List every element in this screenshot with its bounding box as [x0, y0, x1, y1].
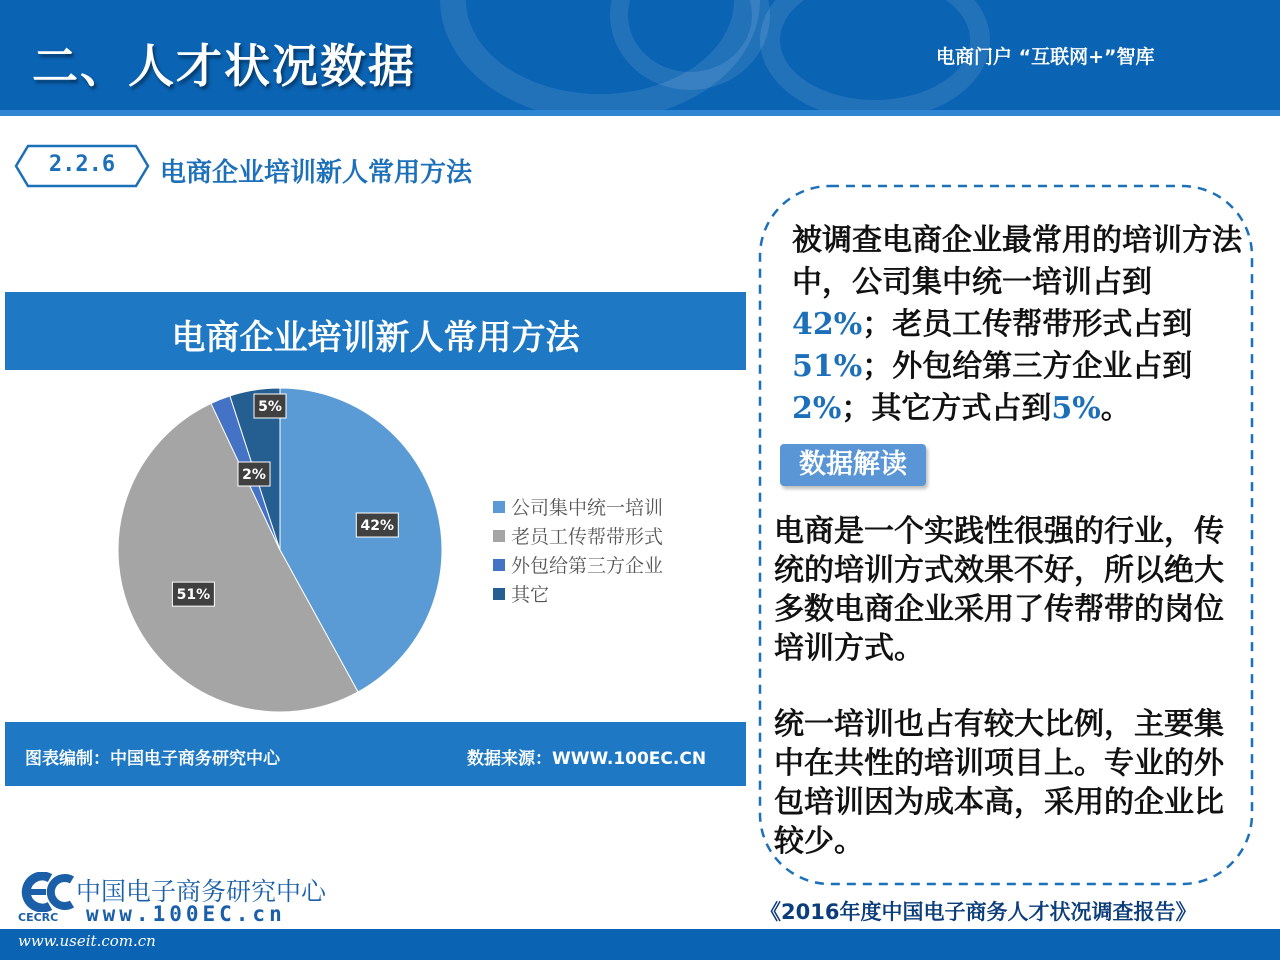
chart-title-banner — [5, 292, 746, 370]
pct-highlight: 51% — [792, 349, 863, 384]
ec-logo-icon — [16, 872, 74, 912]
interpretation-label: 数据解读 — [780, 444, 926, 486]
chart-legend — [493, 492, 663, 608]
section-number-badge — [14, 144, 150, 188]
pct-highlight: 2% — [792, 391, 842, 426]
legend-swatch — [493, 588, 505, 600]
watermark: www.useit.com.cn — [18, 932, 156, 950]
legend-label: 其它 — [511, 584, 550, 606]
data-label-1 — [356, 513, 398, 537]
data-label-4 — [254, 394, 286, 418]
legend-item — [493, 521, 663, 550]
footer-bar — [0, 929, 1280, 960]
legend-label: 外包给第三方企业 — [511, 555, 664, 577]
interpretation-paragraph: 统一培训也占有较大比例，主要集中在共性的培训项目上。专业的外包培训因为成本高，采用的企业比较少。 — [774, 707, 1224, 859]
interpretation-paragraph: 电商是一个实践性很强的行业，传统的培训方式效果不好，所以绝大多数电商企业采用了传帮带的岗位培训方式。 — [774, 514, 1224, 666]
org-url: www.100EC.cn — [86, 902, 286, 926]
chart-data-source: 数据来源：WWW.100EC.CN — [467, 749, 707, 769]
legend-label: 老员工传帮带形式 — [511, 526, 664, 548]
pct-highlight: 42% — [792, 307, 863, 342]
org-name: 中国电子商务研究中心 — [76, 877, 327, 906]
org-abbreviation: CECRC — [18, 911, 59, 924]
summary-text: 被调查电商企业最常用的培训方法中，公司集中统一培训占到42%；老员工传帮带形式占到51%；外包给第三方企业占到2%；其它方式占到5%。 — [792, 223, 1242, 426]
svg-text:5%: 5% — [258, 399, 282, 415]
chart-source-bar — [5, 722, 746, 786]
legend-item — [493, 492, 663, 521]
legend-swatch — [493, 501, 505, 513]
section-number: 2.2.6 — [48, 152, 116, 177]
legend-item — [493, 579, 663, 608]
data-label-3 — [238, 462, 270, 486]
legend-swatch — [493, 559, 505, 571]
page-title: 二、人才状况数据 — [32, 39, 416, 93]
legend-item — [493, 550, 663, 579]
pie-chart — [5, 370, 485, 720]
svg-text:51%: 51% — [176, 587, 211, 604]
svg-text:42%: 42% — [360, 518, 395, 535]
chart-compiler-note: 图表编制：中国电子商务研究中心 — [25, 749, 280, 769]
chart-title: 电商企业培训新人常用方法 — [171, 318, 580, 358]
section-title: 电商企业培训新人常用方法 — [160, 158, 473, 188]
legend-label: 公司集中统一培训 — [511, 497, 664, 519]
header-stripe — [0, 110, 1280, 116]
pct-highlight: 5% — [1051, 391, 1101, 426]
svg-text:2%: 2% — [242, 467, 266, 483]
report-title: 《2016年度中国电子商务人才状况调查报告》 — [760, 900, 1197, 924]
legend-swatch — [493, 530, 505, 542]
brand-tagline: 电商门户 “互联网+”智库 — [936, 46, 1155, 68]
data-label-2 — [172, 582, 214, 606]
